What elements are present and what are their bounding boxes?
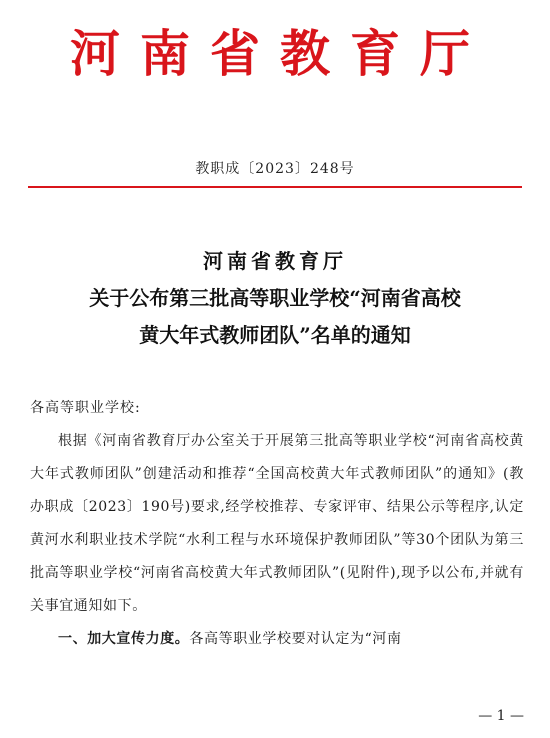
agency-masthead: 河南省教育厅 bbox=[70, 24, 490, 83]
body-paragraph: 根据《河南省教育厅办公室关于开展第三批高等职业学校“河南省高校黄大年式教师团队”创建活动和推荐“全国高校黄大年式教师团队”的通知》(教办职成〔2023〕190号)要求,经学校推荐、专家评审、结果公示等程序,认定黄河水利职业技术学院“水利工程与水环境保护教师团队”等30个团队为第三批高等职业学校“河南省高校黄大年式教师团队”(见附件),现予以公布,并就有关事宜通知如下。 bbox=[30, 433, 524, 614]
section-paragraph bbox=[30, 623, 524, 656]
salutation: 各高等职业学校: bbox=[30, 400, 141, 416]
page-number: — 1 — bbox=[478, 708, 524, 724]
document-number: 教职成〔2023〕248号 bbox=[195, 161, 355, 177]
notice-body bbox=[30, 392, 524, 656]
title-line-subject: 关于公布第三批高等职业学校“河南省高校 bbox=[89, 286, 461, 310]
title-line-agency: 河南省教育厅 bbox=[203, 249, 347, 273]
red-divider-line bbox=[28, 186, 522, 188]
section-heading: 一、加大宣传力度。 bbox=[58, 631, 190, 647]
notice-title bbox=[0, 243, 550, 354]
title-line-subject-cont: 黄大年式教师团队”名单的通知 bbox=[139, 323, 411, 347]
section-text: 各高等职业学校要对认定为“河南 bbox=[189, 631, 402, 647]
